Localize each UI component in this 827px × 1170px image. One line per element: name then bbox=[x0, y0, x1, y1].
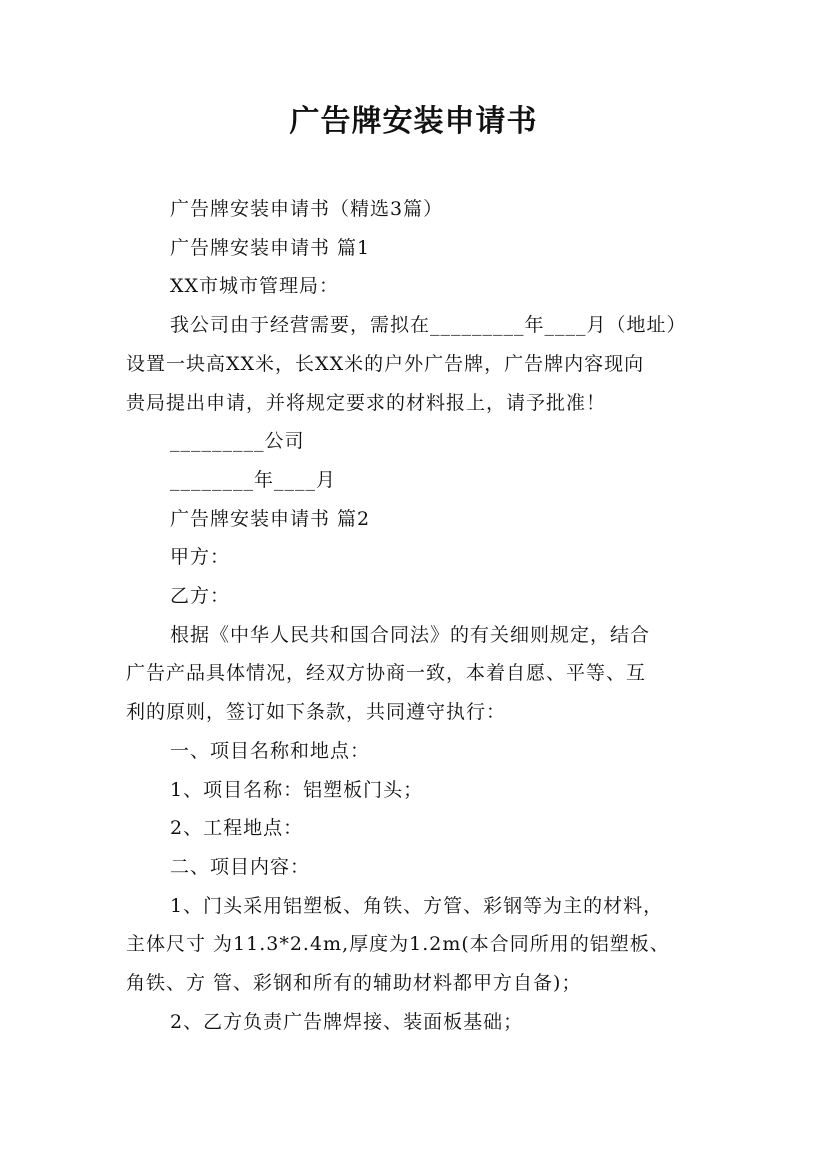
document-line: 根据《中华人民共和国合同法》的有关细则规定，结合 bbox=[170, 623, 651, 646]
document-line: 广告牌安装申请书（精选3篇） bbox=[170, 198, 444, 220]
document-line: 2、乙方负责广告牌焊接、装面板基础； bbox=[170, 1010, 524, 1033]
document-line: ________年____月 bbox=[170, 468, 337, 491]
document-line: 一、项目名称和地点： bbox=[170, 739, 371, 762]
document-line: 二、项目内容： bbox=[170, 855, 311, 878]
document-line: _________公司 bbox=[170, 430, 305, 453]
document-line: 我公司由于经营需要，需拟在_________年____月（地址） bbox=[170, 314, 687, 337]
document-line: 设置一块高XX米，长XX米的户外广告牌，广告牌内容现向 bbox=[126, 352, 645, 375]
document-line: 广告产品具体情况，经双方协商一致，本着自愿、平等、互 bbox=[126, 662, 647, 685]
document-line: 主体尺寸 为11.3*2.4m,厚度为1.2m(本合同所用的铝塑板、 bbox=[126, 933, 670, 956]
document-line: 贵局提出申请，并将规定要求的材料报上，请予批准！ bbox=[126, 391, 607, 414]
document-line: XX市城市管理局： bbox=[170, 275, 340, 298]
document-line: 甲方： bbox=[170, 546, 231, 569]
document-line: 1、项目名称：铝塑板门头； bbox=[170, 778, 424, 801]
document-line: 乙方： bbox=[170, 585, 231, 608]
document-line: 角铁、方 管、彩钢和所有的辅助材料都甲方自备)； bbox=[126, 972, 582, 995]
document-line: 广告牌安装申请书 篇1 bbox=[170, 236, 371, 259]
document-body bbox=[126, 190, 716, 1041]
document-line: 广告牌安装申请书 篇2 bbox=[170, 507, 371, 530]
document-line: 利的原则，签订如下条款，共同遵守执行： bbox=[126, 701, 507, 724]
document-line: 1、门头采用铝塑板、角铁、方管、彩钢等为主的材料， bbox=[170, 894, 664, 917]
document-title: 广告牌安装申请书 bbox=[289, 104, 538, 139]
document-line: 2、工程地点： bbox=[170, 817, 304, 840]
